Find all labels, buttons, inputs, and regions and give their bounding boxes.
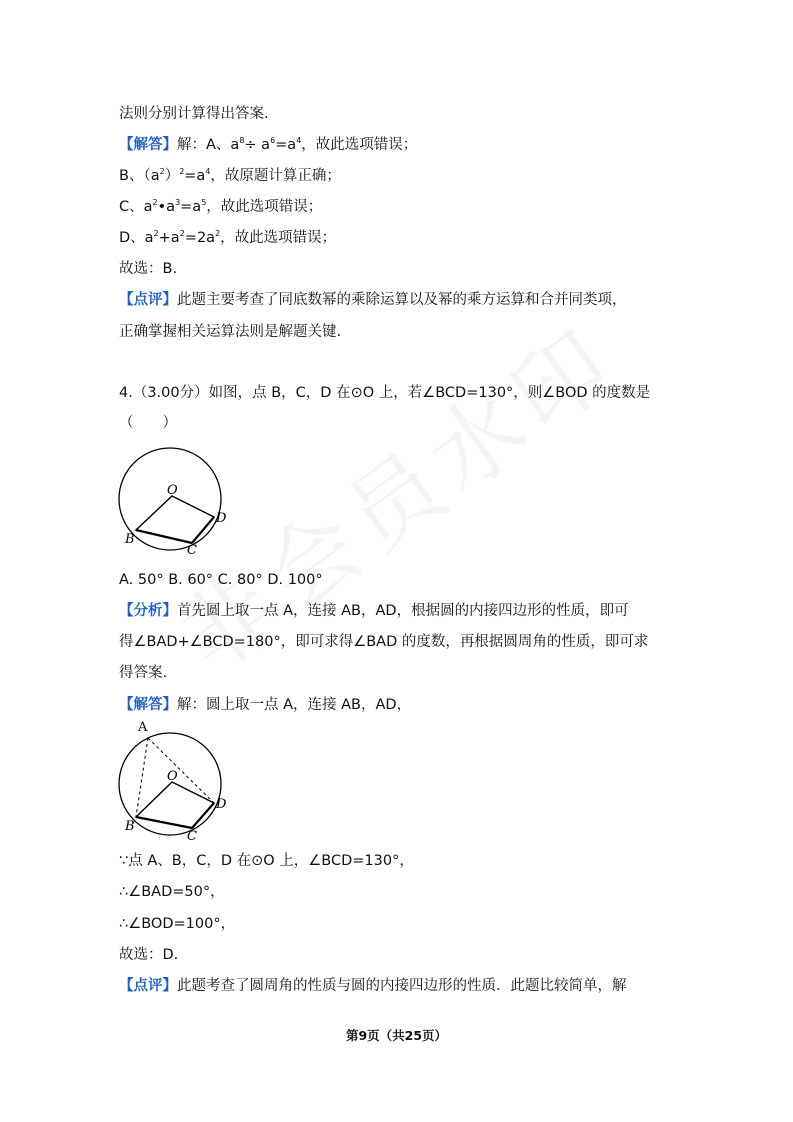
question-stem: 4.（3.00分）如图，点 B，C，D 在⊙O 上，若∠BCD=130°，则∠BOD 的度数是 <box>119 385 651 401</box>
label-c: C <box>187 543 197 558</box>
analysis-line-3: 得答案. <box>119 665 168 681</box>
comment-line: 【点评】此题考查了圆周角的性质与圆的内接四边形的性质．此题比较简单，解 <box>119 978 627 994</box>
comment-line: 【点评】此题主要考查了同底数幂的乘除运算以及幂的乘方运算和合并同类项， <box>119 292 627 308</box>
dashed-ab <box>136 738 148 817</box>
step-line-3: ∴∠BOD=100°， <box>119 916 236 932</box>
solution-line-c: C、$a^2•a^3=a^5$，故此选项错误； <box>119 198 323 215</box>
solution-tag: 【解答】 <box>119 697 177 713</box>
chord-bc <box>136 530 192 543</box>
label-d: D <box>216 511 227 526</box>
answer-line: 故选：D. <box>119 947 179 963</box>
chord-bc <box>136 817 192 828</box>
circle-figure-1 <box>112 442 232 560</box>
comment-tag: 【点评】 <box>119 292 177 308</box>
solution-line-d: D、$a^2+a^2=2a^2$，故此选项错误； <box>119 229 337 246</box>
step-line-1: ∵点 A、B，C，D 在⊙O 上，∠BCD=130°， <box>119 853 414 869</box>
label-b: B <box>125 532 135 547</box>
solution-line-b: B、$(a^2)^2=a^4$，故原题计算正确； <box>119 167 341 184</box>
label-b: B <box>125 819 135 834</box>
page-footer: 第9页（共25页） <box>345 1028 448 1043</box>
label-a: A <box>138 720 148 735</box>
solution-line-a: 【解答】解：A、$a^8\div a^6=a^4$，故此选项错误； <box>119 136 418 153</box>
analysis-line: 【分析】首先圆上取一点 A，连接 AB，AD，根据圆的内接四边形的性质，即可 <box>119 603 629 619</box>
options-line: A. 50° B. 60° C. 80° D. 100° <box>119 572 323 588</box>
analysis-line-2: 得∠BAD+∠BCD=180°，即可求得∠BAD 的度数，再根据圆周角的性质，即可求 <box>119 634 649 650</box>
circle-figure-2 <box>112 716 236 844</box>
step-line-2: ∴∠BAD=50°， <box>119 884 225 900</box>
quadrilateral-obcd <box>136 496 214 543</box>
label-o: O <box>167 769 178 784</box>
solution-line: 【解答】解：圆上取一点 A，连接 AB，AD， <box>119 697 412 713</box>
quadrilateral-obcd <box>136 782 214 828</box>
label-d: D <box>216 797 227 812</box>
solution-tag: 【解答】 <box>119 137 177 153</box>
question-blank: （ ） <box>119 415 177 431</box>
answer-line: 故选：B. <box>119 261 178 277</box>
analysis-tag: 【分析】 <box>119 603 177 619</box>
comment-line-2: 正确掌握相关运算法则是解题关键. <box>119 324 342 340</box>
label-c: C <box>187 829 197 844</box>
dashed-ad <box>148 738 214 803</box>
text-line: 法则分别计算得出答案. <box>119 106 269 122</box>
comment-tag: 【点评】 <box>119 978 177 994</box>
label-o: O <box>167 483 178 498</box>
